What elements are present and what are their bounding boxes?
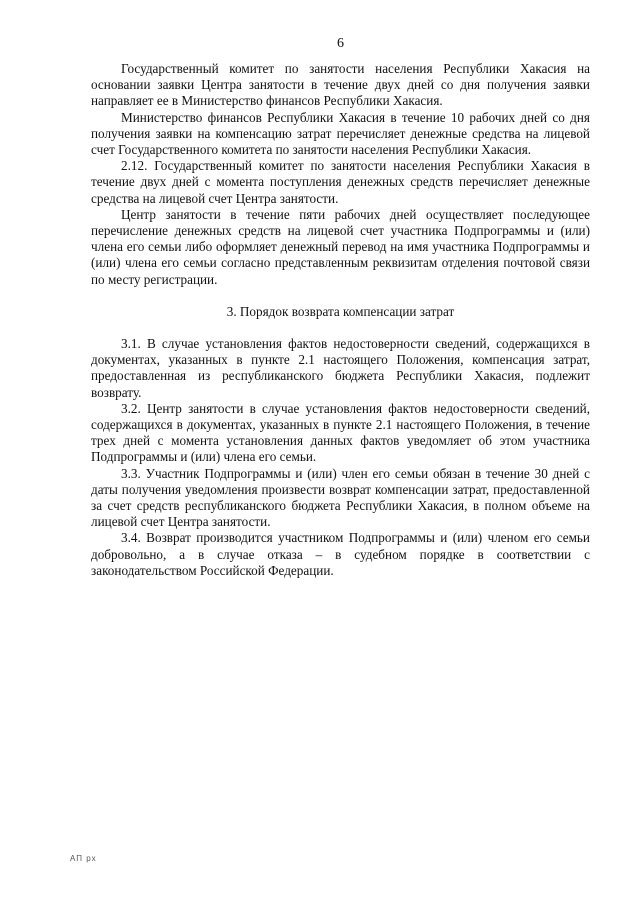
page-number: 6 (337, 36, 344, 51)
paragraph: Министерство финансов Республики Хакасия в течение 10 рабочих дней со дня получения заявки на компенсацию затрат перечисляет денежные средства на лицевой счет Государственного комитета по занятости населения Республики Хакасия. (91, 109, 590, 158)
paragraph: 3.2. Центр занятости в случае установления фактов недостоверности сведений, содержащихся в документах, указанных в пункте 2.1 настоящего Положения, в течение трех дней с момента установления данных фактов уведомляет об этом участника Подпрограммы и (или) члена его семьи. (91, 400, 590, 465)
paragraph: 2.12. Государственный комитет по занятости населения Республики Хакасия в течение двух дней с момента поступления денежных средств перечисляет денежные средства на лицевой счет Центра занятости. (91, 158, 590, 206)
paragraph: 3.4. Возврат производится участником Подпрограммы и (или) членом его семьи добровольно, а в случае отказа – в судебном порядке в соответствии с законодательством Российской Федерации. (91, 530, 590, 578)
paragraph: 3.1. В случае установления фактов недостоверности сведений, содержащихся в документах, указанных в пункте 2.1 настоящего Положения, компенсация затрат, предоставленная из республиканского бюджета Республики Хакасия, подлежит возврату. (91, 336, 590, 400)
paragraph: Центр занятости в течение пяти рабочих дней осуществляет последующее перечисление денежных средств на лицевой счет участника Подпрограммы и (или) члена его семьи либо оформляет денежный перевод на имя участника Подпрограммы и (или) члена его семьи согласно представленным реквизитам отделения почтовой связи по месту регистрации. (91, 206, 590, 287)
spacer (91, 320, 590, 336)
footer-mark: АП рх (70, 854, 97, 863)
section-heading: 3. Порядок возврата компенсации затрат (226, 303, 455, 319)
paragraph: 3.3. Участник Подпрограммы и (или) член его семьи обязан в течение 30 дней с даты получения уведомления произвести возврат компенсации затрат, предоставленной за счет средств республиканского бюджета Республики Хакасия, в полном объеме на лицевой счет Центра занятости. (91, 465, 590, 530)
spacer (91, 288, 590, 304)
paragraph: Государственный комитет по занятости населения Республики Хакасия на основании заявки Центра занятости в течение двух дней со дня получения заявки направляет ее в Министерство финансов Республики Хакасия. (91, 61, 590, 109)
